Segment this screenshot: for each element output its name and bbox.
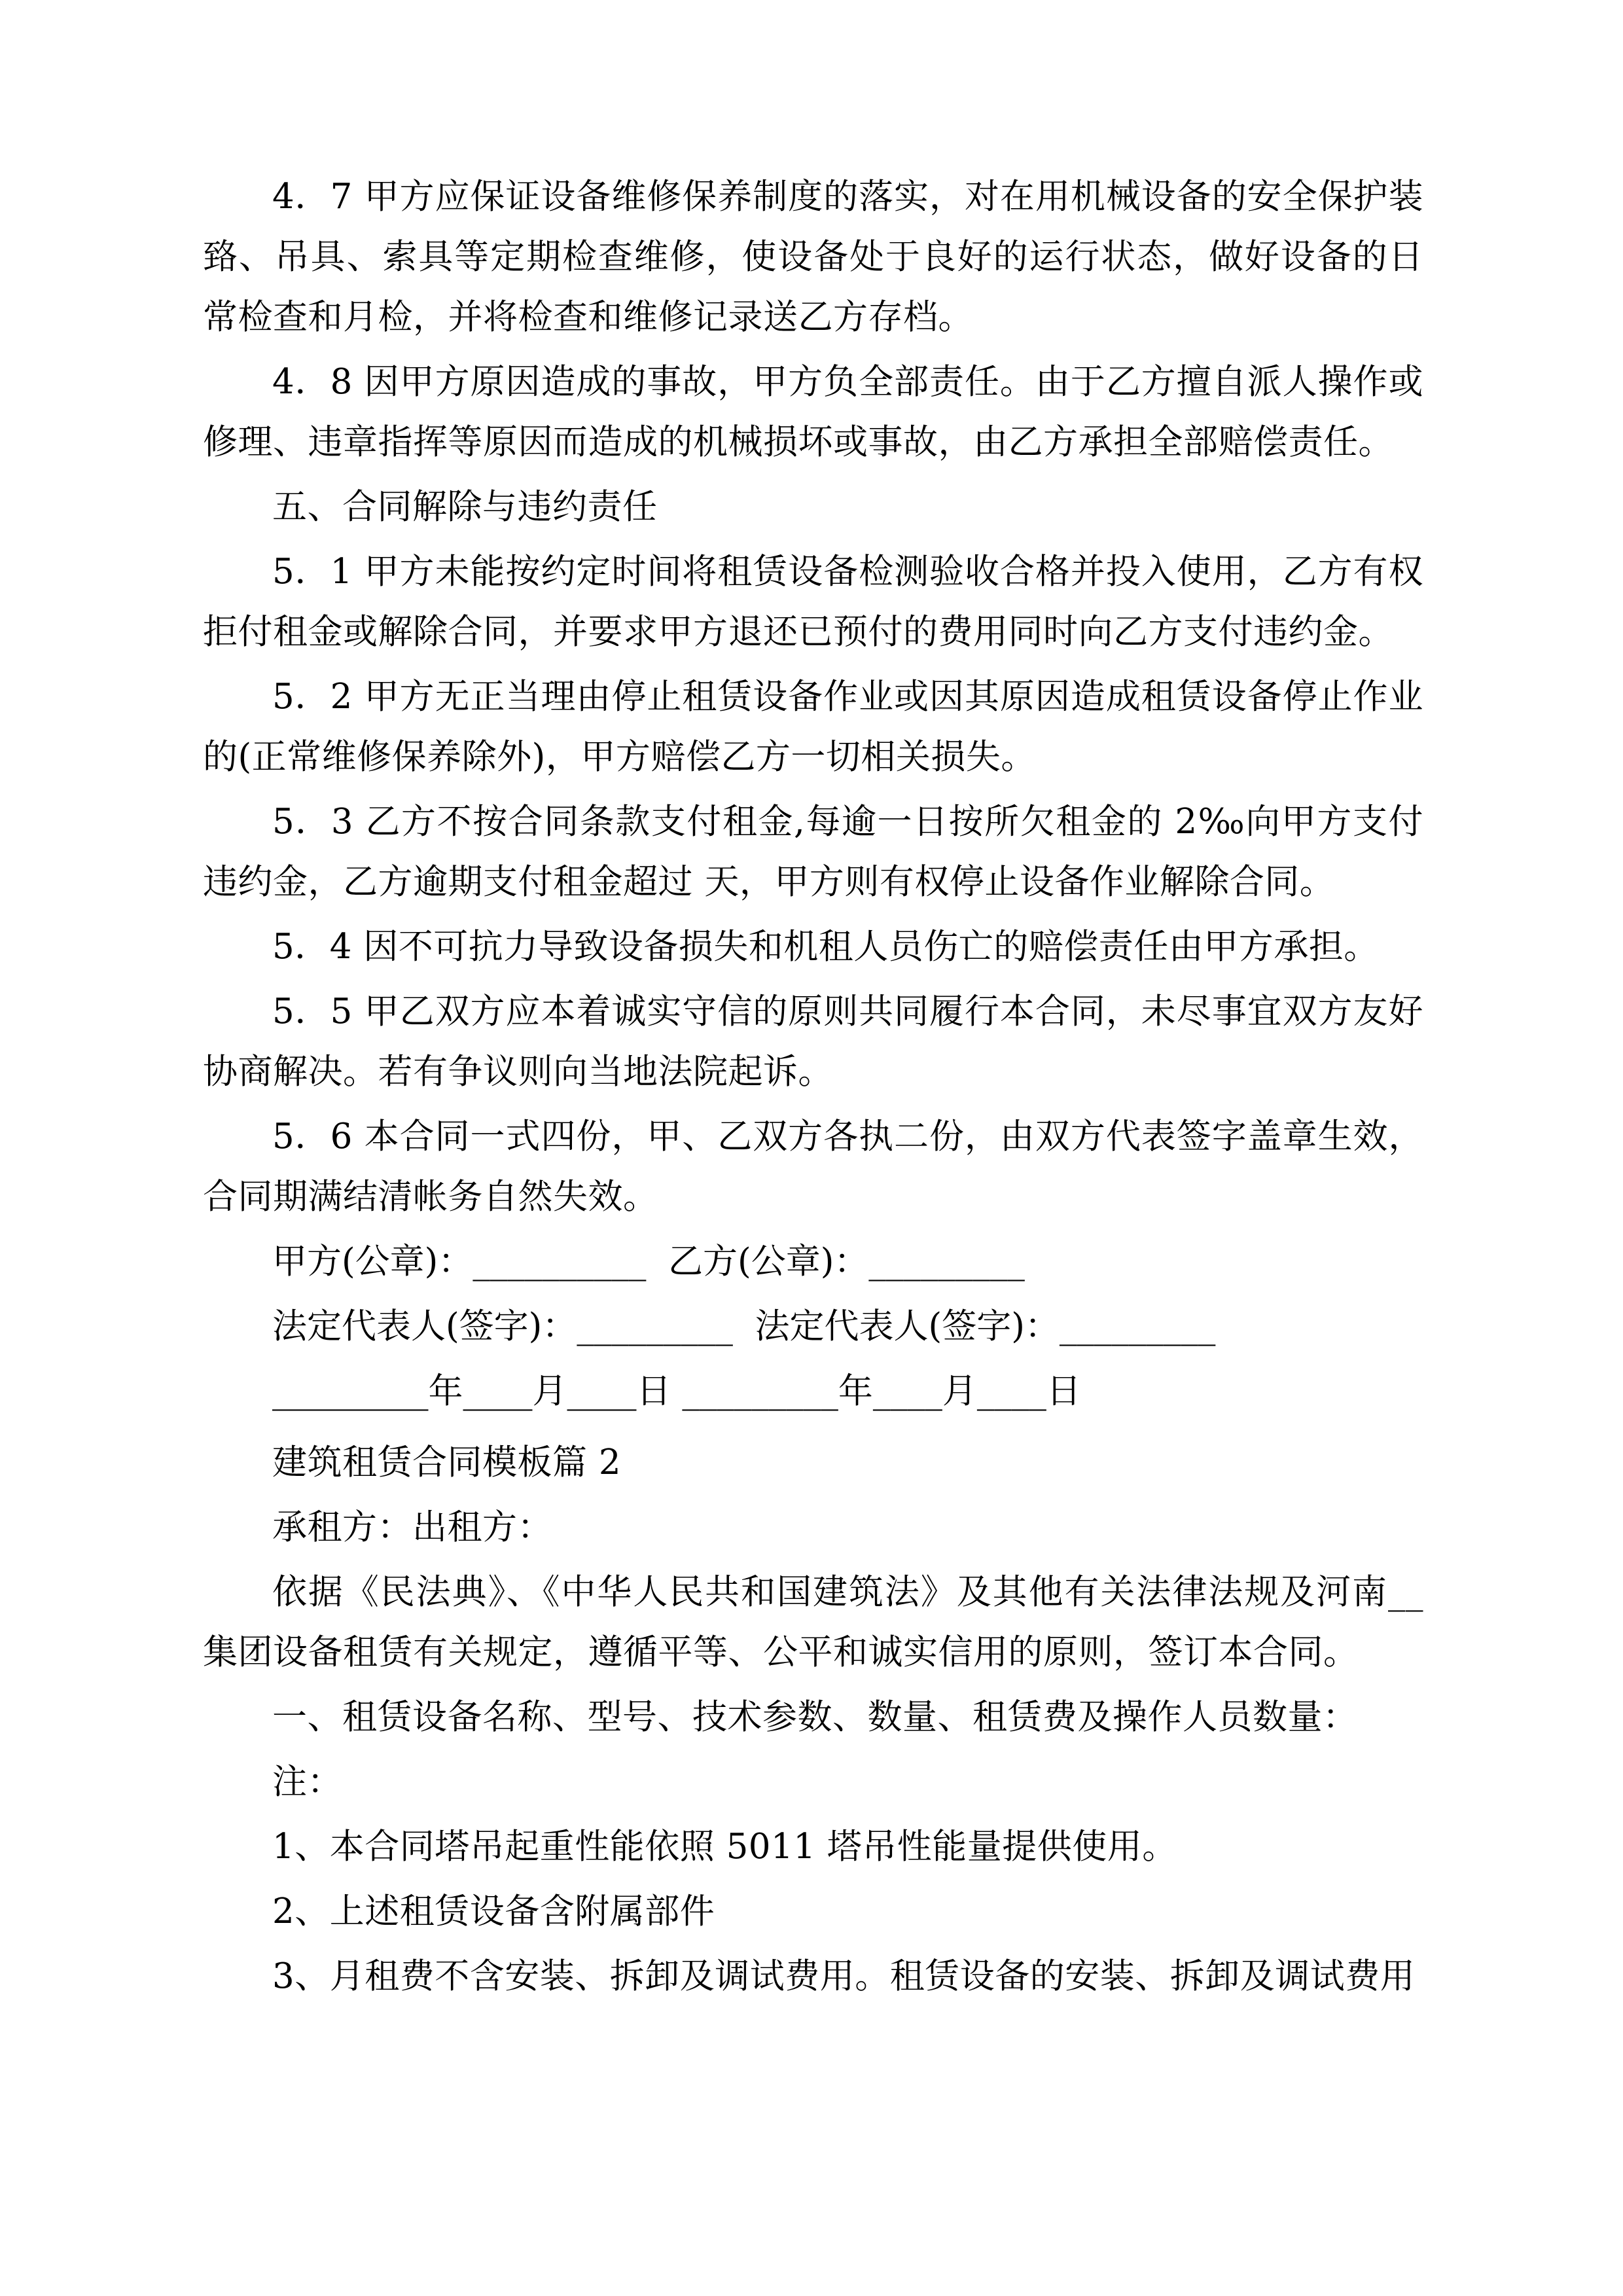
clause-5-4: 5．4 因不可抗力导致设备损失和机租人员伤亡的赔偿责任由甲方承担。 <box>272 927 1379 967</box>
document-body <box>203 167 1423 2011</box>
signature-seal-line: 甲方(公章)：__________ 乙方(公章)：_________ <box>272 1242 1025 1282</box>
spacer <box>203 1426 1423 1433</box>
template2-note-label: 注： <box>272 1762 342 1802</box>
clause-4-7: 4．7 甲方应保证设备维修保养制度的落实，对在用机械设备的安全保护装臵、吊具、索具等定期检查维修，使设备处于良好的运行状态，做好设备的日常检查和月检，并将检查和维修记录送乙方存档。 <box>203 177 1423 337</box>
section-heading-5: 五、合同解除与违约责任 <box>272 487 658 527</box>
clause-5-2: 5．2 甲方无正当理由停止租赁设备作业或因其原因造成租赁设备停止作业的(正常维修保养除外)，甲方赔偿乙方一切相关损失。 <box>203 677 1423 777</box>
template2-title: 建筑租赁合同模板篇 2 <box>272 1443 622 1482</box>
signature-legal-rep-line: 法定代表人(签字)：_________ 法定代表人(签字)：_________ <box>272 1306 1216 1346</box>
template2-note-3: 3、月租费不含安装、拆卸及调试费用。租赁设备的安装、拆卸及调试费用 <box>272 1956 1416 1996</box>
template2-section-1: 一、租赁设备名称、型号、技术参数、数量、租赁费及操作人员数量： <box>272 1697 1358 1737</box>
template2-note-1: 1、本合同塔吊起重性能依照 5011 塔吊性能量提供使用。 <box>272 1827 1177 1867</box>
clause-5-1: 5．1 甲方未能按约定时间将租赁设备检测验收合格并投入使用，乙方有权拒付租金或解除合同，并要求甲方退还已预付的费用同时向乙方支付违约金。 <box>203 552 1423 652</box>
template2-preamble: 依据《民法典》、《中华人民共和国建筑法》及其他有关法律法规及河南__集团设备租赁有关规定，遵循平等、公平和诚实信用的原则，签订本合同。 <box>203 1572 1423 1672</box>
template2-note-2: 2、上述租赁设备含附属部件 <box>272 1892 715 1931</box>
template2-parties: 承租方：出租方： <box>272 1507 552 1547</box>
clause-5-3: 5．3 乙方不按合同条款支付租金,每逾一日按所欠租金的 2‰向甲方支付违约金，乙方逾期支付租金超过 天，甲方则有权停止设备作业解除合同。 <box>203 802 1423 902</box>
clause-5-6: 5．6 本合同一式四份，甲、乙双方各执二份，由双方代表签字盖章生效，合同期满结清帐务自然失效。 <box>203 1117 1423 1217</box>
clause-5-5: 5．5 甲乙双方应本着诚实守信的原则共同履行本合同，未尽事宜双方友好协商解决。若有争议则向当地法院起诉。 <box>203 992 1423 1092</box>
clause-4-8: 4．8 因甲方原因造成的事故，甲方负全部责任。由于乙方擅自派人操作或修理、违章指挥等原因而造成的机械损坏或事故，由乙方承担全部赔偿责任。 <box>203 362 1423 462</box>
signature-date-line: _________年____月____日 _________年____月____日 <box>272 1371 1081 1411</box>
